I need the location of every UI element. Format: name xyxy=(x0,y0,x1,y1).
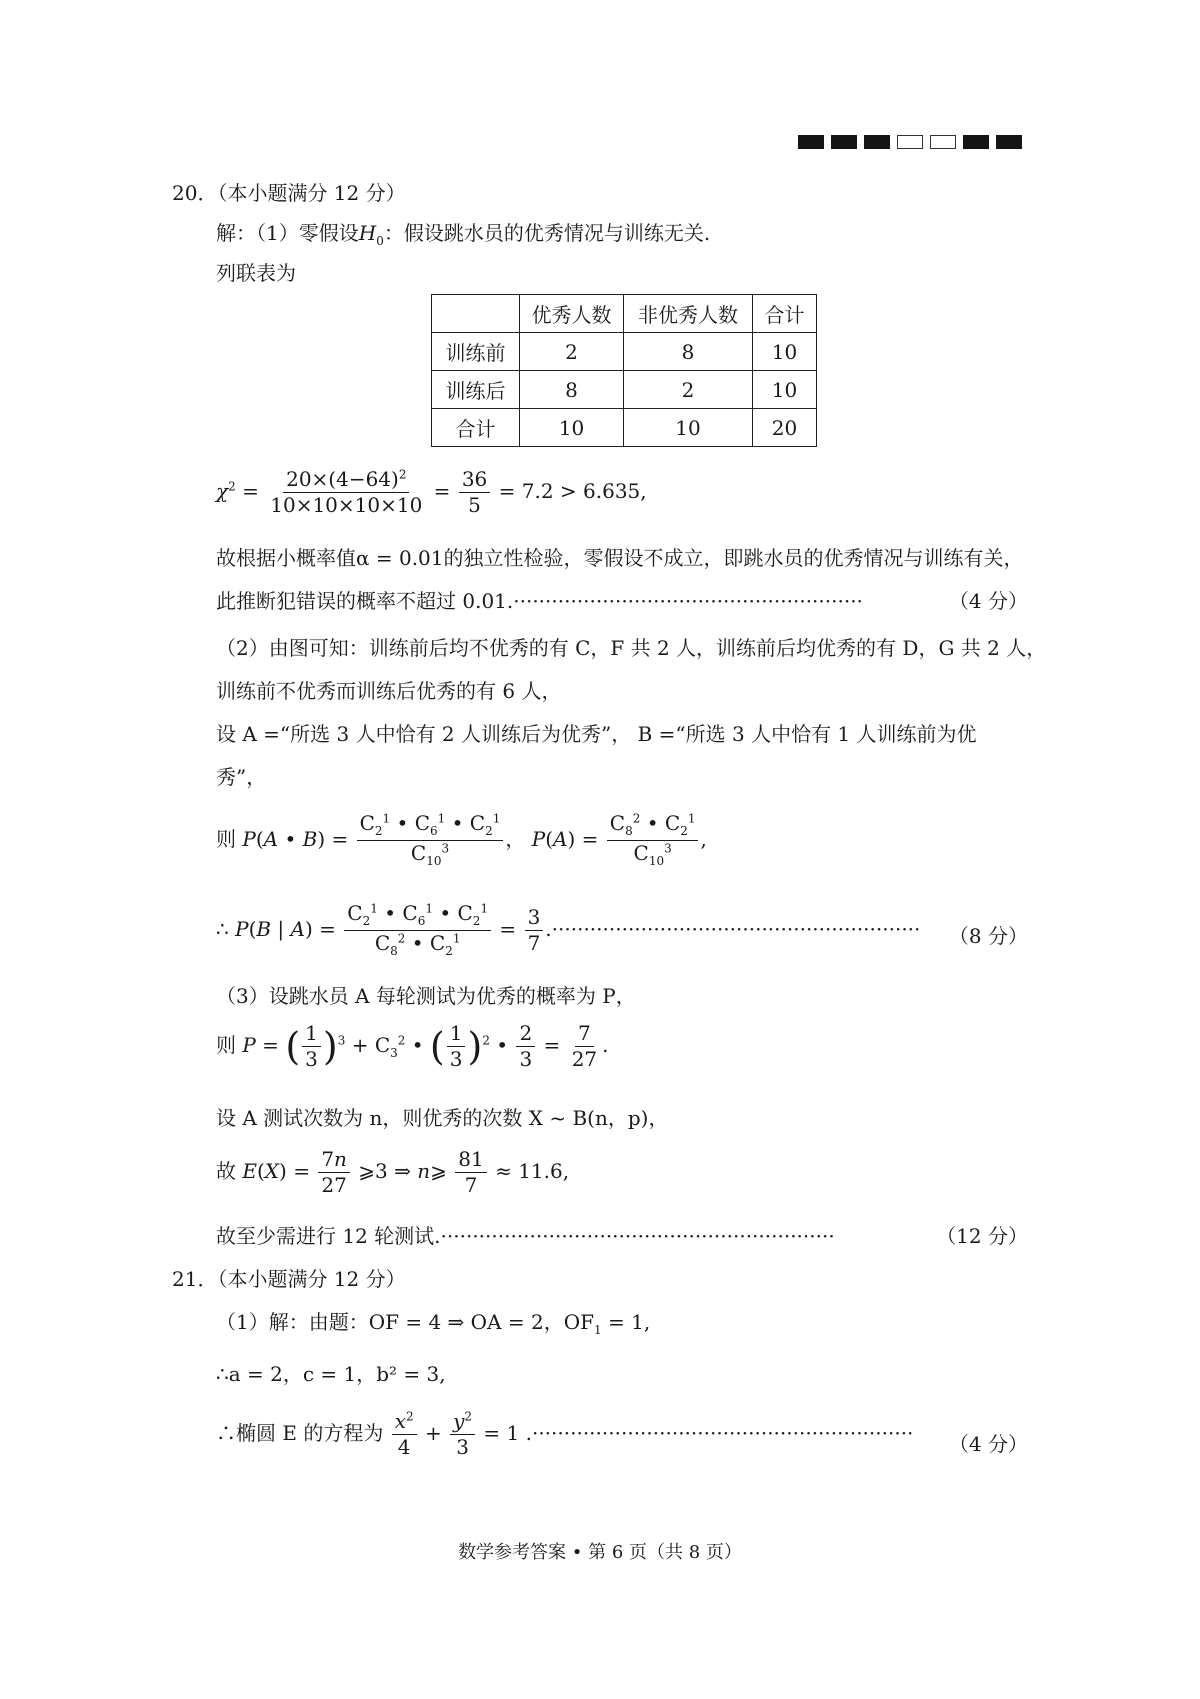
q21-line1: （1）解：由题：OF = 4 ⇒ OA = 2，$OF_1 = 1$, xyxy=(216,1310,651,1337)
score-label: （4 分） xyxy=(948,589,1028,613)
q21-header: 21．（本小题满分 12 分） xyxy=(172,1267,406,1291)
q20-h0-statement: ：假设跳水员的优秀情况与训练无关. xyxy=(383,221,711,245)
marker-block xyxy=(831,135,857,149)
contingency-table xyxy=(431,294,817,447)
table-row xyxy=(432,409,817,447)
conditional-probability: ∴ P(B | A) = $\frac{C_2^1 • C_6^1 • C_2^1}{C_8^2 • C_2^1}$ = $\frac{3}{7}$ .·························································· xyxy=(216,901,921,958)
marker-block xyxy=(963,135,989,149)
table-cell: 2 xyxy=(624,371,753,409)
q20-part2-line1: （2）由图可知：训练前后均不优秀的有 C，F 共 2 人，训练前后均优秀的有 D，G 共 2 人， xyxy=(216,636,1047,660)
chi-fraction-result: $\frac{36}{5}$ xyxy=(459,468,490,517)
probability-formulas: 则 P(A • B) = $\frac{C_2^1 • C_6^1 • C_2^1}{C_{10}^3}$ ， P(A) = $\frac{C_8^2 • C_2^1}{C_{10}^3}$ , xyxy=(216,811,707,868)
page-marker-blocks xyxy=(798,135,1022,149)
table-cell: 2 xyxy=(520,333,624,371)
table-cell: 训练后 xyxy=(432,371,520,409)
table-header-cell: 非优秀人数 xyxy=(624,295,753,333)
pab-fraction: $\frac{C_2^1 • C_6^1 • C_2^1}{C_{10}^3}$ xyxy=(357,812,504,869)
table-cell: 10 xyxy=(753,371,817,409)
q20-part2-line4: 秀”， xyxy=(216,765,267,789)
q20-conclusion-line2: 此推断犯错误的概率不超过 0.01.······················································· xyxy=(216,589,863,613)
table-row xyxy=(432,333,817,371)
pba-result: $\frac{3}{7}$ xyxy=(525,906,544,955)
marker-block xyxy=(864,135,890,149)
q20-part2-line3: 设 A =“所选 3 人中恰有 2 人训练后为优秀”， B =“所选 3 人中恰有 1 人训练前为优 xyxy=(216,722,977,746)
chi-square-formula: $\chi^2$ = $\frac{20\times(4-64)^2}{10\times 10\times 10\times 10}$ = $\frac{36}{5}$ = 7.2 > 6.635, xyxy=(216,467,647,517)
table-header-cell: 合计 xyxy=(753,295,817,333)
p-formula: 则 P = ( $\frac{1}{3}$ )$^3 + C_3^2$ • ( $\frac{1}{3}$ )$^2$ • $\frac{2}{3}$ = $\frac{7}{27}$ . xyxy=(216,1021,609,1071)
marker-block xyxy=(897,135,923,149)
chi-fraction: $\frac{20\times(4-64)^2}{10\times 10\times 10\times 10}$ xyxy=(270,467,423,517)
q20-part2-line2: 训练前不优秀而训练后优秀的有 6 人， xyxy=(216,679,562,703)
table-cell: 8 xyxy=(520,371,624,409)
q20-final: 故至少需进行 12 轮测试.······························································ xyxy=(216,1224,835,1248)
q20-header: 20．（本小题满分 12 分） xyxy=(172,181,406,205)
table-intro: 列联表为 xyxy=(216,261,296,285)
page-footer: 数学参考答案 • 第 6 页（共 8 页） xyxy=(458,1542,742,1563)
marker-block xyxy=(798,135,824,149)
table-cell: 10 xyxy=(624,409,753,447)
marker-block xyxy=(996,135,1022,149)
q20-part3-line3: 设 A 测试次数为 n，则优秀的次数 X ~ B(n，p)， xyxy=(216,1106,669,1130)
pba-fraction: $\frac{C_2^1 • C_6^1 • C_2^1}{C_8^2 • C_2^1}$ xyxy=(344,902,491,959)
marker-block xyxy=(930,135,956,149)
q20-conclusion-line1: 故根据小概率值α = 0.01的独立性检验，零假设不成立，即跳水员的优秀情况与训练有关， xyxy=(216,546,1024,570)
table-row xyxy=(432,371,817,409)
q20-part1-intro: 解：（1）零假设$H_0$：假设跳水员的优秀情况与训练无关. xyxy=(216,221,711,248)
score-label: （8 分） xyxy=(948,924,1028,948)
chi-result: = 7.2 > 6.635, xyxy=(498,479,647,503)
score-label: （4 分） xyxy=(948,1432,1028,1456)
table-cell: 训练前 xyxy=(432,333,520,371)
q20-part3-line1: （3）设跳水员 A 每轮测试为优秀的概率为 P， xyxy=(216,984,636,1008)
expectation-formula: 故 E(X) = $\frac{7n}{27}$ ⩾3 ⇒ n⩾ $\frac{81}{7}$ ≈ 11.6, xyxy=(216,1147,570,1197)
table-header-row xyxy=(432,295,817,333)
pa-fraction: $\frac{C_8^2 • C_2^1}{C_{10}^3}$ xyxy=(607,812,699,869)
table-cell: 20 xyxy=(753,409,817,447)
table-header-cell: 优秀人数 xyxy=(520,295,624,333)
q21-line3: ∴椭圆 E 的方程为 $\frac{x^2}{4}$ + $\frac{y^2}{3}$ = 1 .···························································· xyxy=(216,1409,914,1459)
q21-line2: ∴a = 2，c = 1，b² = 3, xyxy=(216,1362,446,1386)
q20-part1-label: 解：（1）零假设 xyxy=(216,221,359,245)
table-cell: 10 xyxy=(520,409,624,447)
score-label: （12 分） xyxy=(936,1224,1028,1248)
table-header-cell xyxy=(432,295,520,333)
table-cell: 10 xyxy=(753,333,817,371)
table-cell: 合计 xyxy=(432,409,520,447)
table-cell: 8 xyxy=(624,333,753,371)
